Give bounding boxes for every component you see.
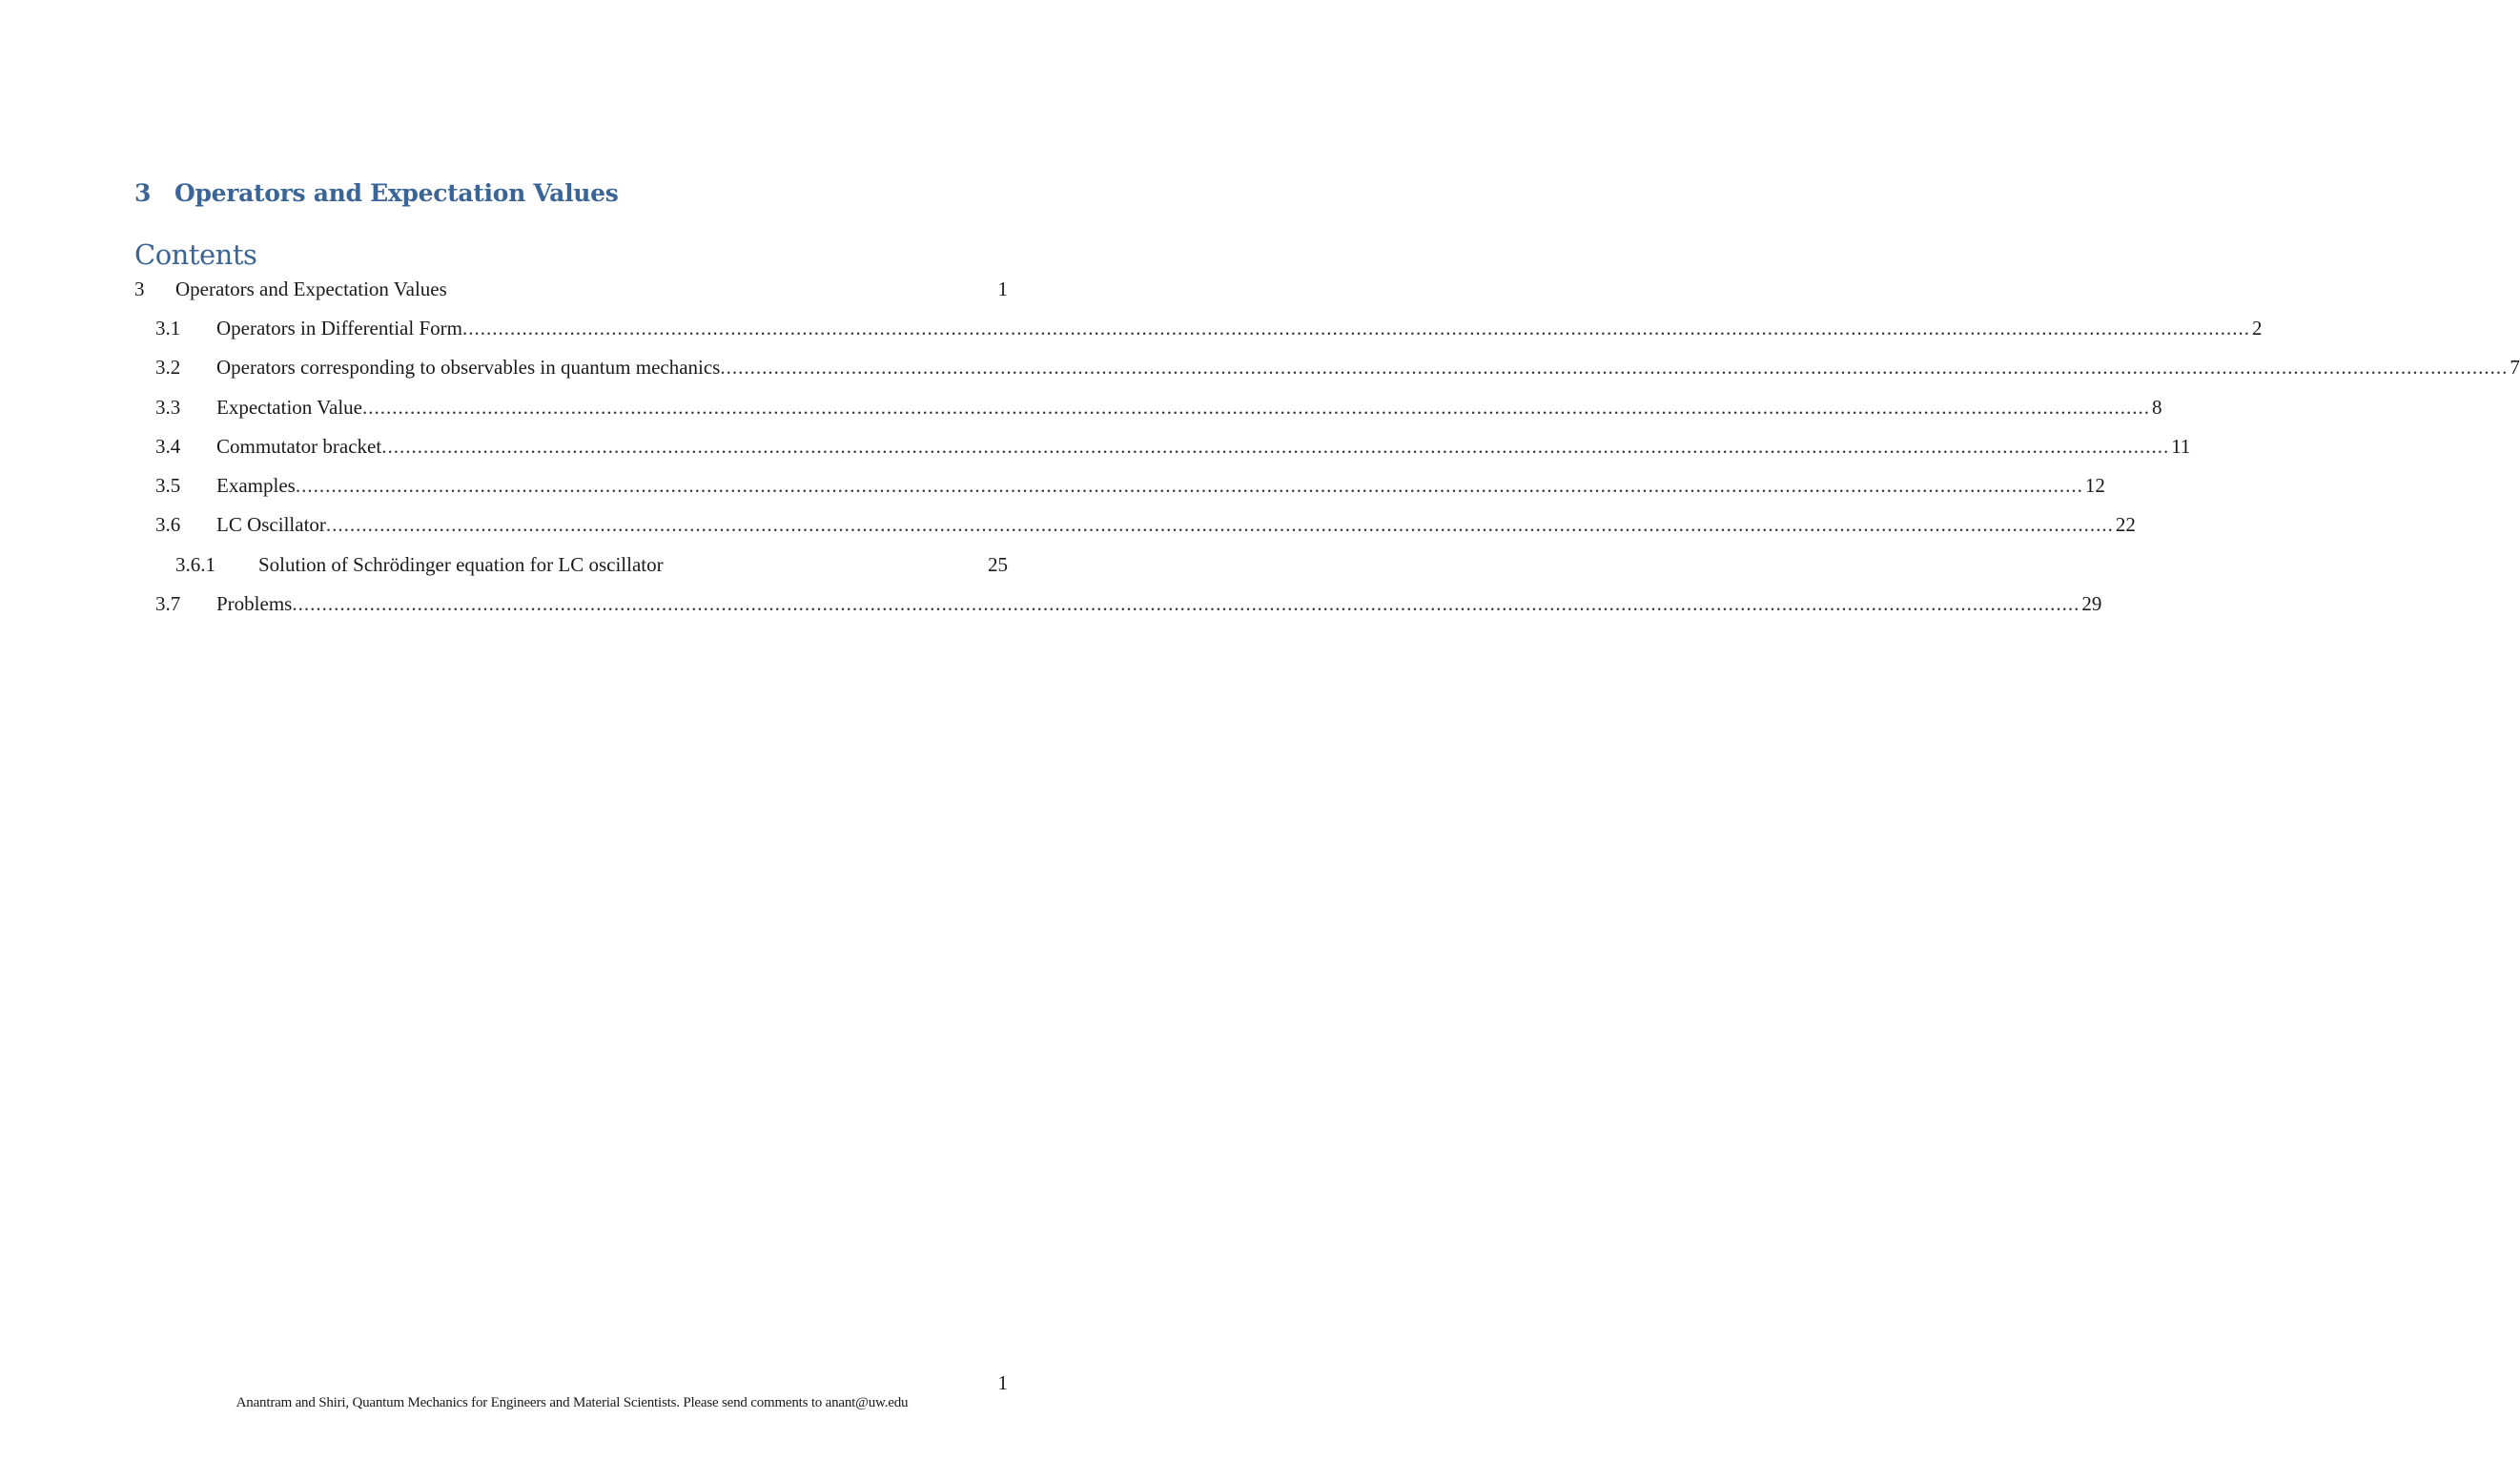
toc-entry-label[interactable]: Operators in Differential Form bbox=[216, 317, 462, 339]
toc-entry-number: 3.5 bbox=[155, 474, 181, 497]
toc-entry-3-4[interactable] bbox=[0, 433, 2191, 460]
toc-leader: ............................................................................................................................................................................................................................................................................................................ bbox=[461, 317, 2250, 339]
footer-text: Anantram and Shiri, Quantum Mechanics for Engineers and Material Scientists. Please send comments to anant@uw.edu bbox=[236, 1395, 909, 1410]
toc-entry-3-6[interactable] bbox=[0, 511, 2136, 538]
chapter-number: 3 bbox=[134, 179, 152, 207]
toc-entry-number: 3.4 bbox=[155, 435, 181, 458]
chapter-title: Operators and Expectation Values bbox=[174, 179, 619, 207]
page-number: 1 bbox=[997, 1371, 1008, 1394]
toc-entry-page[interactable]: 29 bbox=[2081, 592, 2102, 615]
toc-entry-label[interactable]: Commutator bracket bbox=[216, 435, 382, 458]
toc-entry-page[interactable]: 11 bbox=[2171, 435, 2191, 458]
toc-leader: ............................................................................................................................................................................................................................................................................................................ bbox=[720, 356, 2509, 379]
toc-leader: ............................................................................................................................................................................................................................................................................................................ bbox=[381, 435, 2170, 458]
toc-entry-number: 3.1 bbox=[155, 317, 181, 339]
toc-entry-3-2[interactable] bbox=[0, 354, 2520, 381]
toc-entry-page[interactable]: 25 bbox=[988, 553, 1008, 576]
chapter-heading bbox=[134, 179, 619, 207]
toc-entry-number: 3.2 bbox=[155, 356, 181, 379]
toc-entry-number: 3.6.1 bbox=[175, 553, 215, 576]
toc-entry-number: 3.6 bbox=[155, 513, 181, 536]
toc-entry-label[interactable]: Examples bbox=[216, 474, 296, 497]
toc-entry-label[interactable]: Solution of Schrödinger equation for LC oscillator bbox=[258, 553, 664, 576]
toc-entry-page[interactable]: 12 bbox=[2084, 474, 2105, 497]
toc-entry-3-1[interactable] bbox=[0, 315, 2263, 341]
toc-entry-page[interactable]: 8 bbox=[2151, 396, 2162, 419]
toc-leader: ............................................................................................................................................................................................................................................................................................................ bbox=[325, 513, 2114, 536]
toc-entry-3[interactable] bbox=[0, 276, 1144, 302]
toc-entry-label[interactable]: Problems bbox=[216, 592, 293, 615]
toc-entry-page[interactable]: 2 bbox=[2251, 317, 2263, 339]
toc-title: Contents bbox=[134, 238, 257, 271]
toc-entry-number: 3.7 bbox=[155, 592, 181, 615]
toc-entry-3-5[interactable] bbox=[0, 472, 2105, 499]
toc-entry-3-7[interactable] bbox=[0, 590, 2102, 617]
toc-entry-page[interactable]: 7 bbox=[2510, 356, 2520, 379]
toc-entry-number: 3.3 bbox=[155, 396, 181, 419]
toc-entry-number: 3 bbox=[134, 278, 145, 300]
toc-leader: ............................................................................................................................................................................................................................................................................................................ bbox=[292, 592, 2080, 615]
toc-entry-page[interactable]: 1 bbox=[997, 278, 1008, 300]
toc-entry-label[interactable]: Expectation Value bbox=[216, 396, 362, 419]
toc-entry-label[interactable]: Operators and Expectation Values bbox=[175, 278, 447, 300]
toc-entry-label[interactable]: LC Oscillator bbox=[216, 513, 326, 536]
toc-leader: ............................................................................................................................................................................................................................................................................................................ bbox=[361, 396, 2150, 419]
toc-entry-page[interactable]: 22 bbox=[2115, 513, 2136, 536]
toc-leader: ............................................................................................................................................................................................................................................................................................................ bbox=[295, 474, 2083, 497]
toc-entry-3-3[interactable] bbox=[0, 394, 2162, 421]
toc-entry-3-6-1[interactable] bbox=[0, 551, 1144, 578]
toc-entry-label[interactable]: Operators corresponding to observables in quantum mechanics bbox=[216, 356, 721, 379]
